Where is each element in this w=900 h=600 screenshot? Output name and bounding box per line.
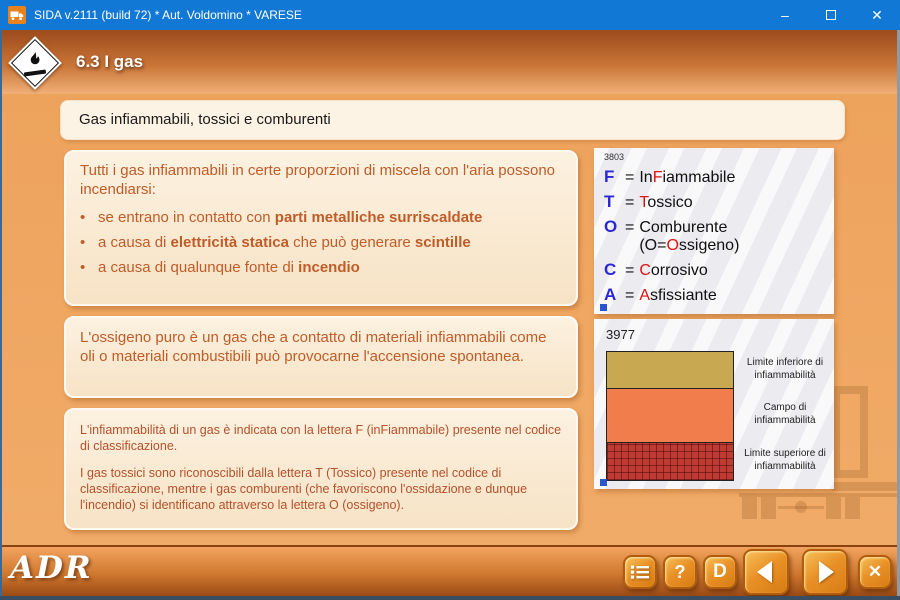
upper-limit-band [607, 442, 733, 480]
watermark-wheel [742, 497, 757, 519]
watermark-wheel [761, 497, 776, 519]
watermark-hub [795, 501, 807, 513]
help-button[interactable]: ? [663, 555, 697, 589]
legend-letter: T [604, 192, 615, 211]
legend-text: InFiammabile [639, 169, 736, 186]
equals-sign: = [625, 219, 635, 236]
legend-letter: F [604, 167, 615, 186]
close-window-button[interactable]: ✕ [871, 6, 883, 23]
panel-number: 3803 [604, 152, 625, 162]
flame-icon [16, 44, 54, 82]
watermark-wheel [845, 497, 860, 519]
window-title: SIDA v.2111 (build 72) * Aut. Voldomino * VARESE [34, 8, 302, 22]
legend-letter: O [604, 217, 618, 236]
legend-row [604, 260, 824, 280]
panel-logo-icon [600, 304, 607, 311]
bullet-icon: • [80, 208, 86, 226]
equals-sign: = [625, 169, 635, 186]
bullet-icon: • [80, 258, 86, 276]
watermark-bar [832, 482, 897, 491]
lower-limit-band [607, 352, 733, 388]
legend-letter: A [604, 285, 617, 304]
flammability-range-label: Campo di infiammabilità [754, 402, 816, 426]
exit-button[interactable]: ✕ [858, 555, 892, 589]
page-header [0, 30, 900, 94]
watermark-wheel [826, 497, 841, 519]
classification-box [64, 408, 578, 530]
maximize-button[interactable] [808, 0, 854, 30]
window-controls [762, 0, 900, 30]
box-intro-text: Tutti i gas infiammabili in certe proporzioni di miscela con l'aria possono incendiarsi: [80, 162, 556, 198]
bullet-item [80, 209, 562, 228]
legend-text: Corrosivo [639, 262, 708, 279]
equals-sign: = [625, 287, 635, 304]
legend-row [604, 192, 824, 212]
flammability-diagram [606, 351, 734, 481]
arrow-right-icon [811, 558, 839, 586]
legend-row [604, 167, 824, 187]
subtitle-bar: Gas infiammabili, tossici e comburenti [60, 100, 845, 140]
legend-text: Tossico [639, 194, 693, 211]
flammability-limits-panel [594, 319, 834, 489]
next-button[interactable] [802, 549, 848, 595]
equals-sign: = [625, 262, 635, 279]
content-area [2, 94, 897, 545]
d-button[interactable]: D [703, 555, 737, 589]
truck-icon [10, 10, 24, 21]
page-title: 6.3 I gas [76, 52, 144, 71]
app-icon [8, 6, 26, 24]
flammability-range-band [607, 388, 733, 442]
panel-logo-icon [600, 479, 607, 486]
titlebar[interactable] [0, 0, 900, 30]
legend-row [604, 285, 824, 305]
bullet-text: se entrano in contatto con parti metalliche surriscaldate [98, 208, 483, 226]
legend-text: Asfissiante [639, 287, 717, 304]
panel-number: 3977 [606, 327, 635, 342]
code-letters-panel [594, 148, 834, 314]
watermark-truck-body [832, 386, 868, 478]
legend-letter: C [604, 260, 617, 279]
bullet-icon: • [80, 233, 86, 251]
legend-text: Comburente (O=Ossigeno) [639, 219, 740, 254]
previous-button[interactable] [743, 549, 789, 595]
window-border-bottom [0, 596, 900, 600]
bullet-text: a causa di qualunque fonte di incendio [98, 258, 360, 276]
legend-row [604, 217, 824, 255]
oxygen-text: L'ossigeno puro è un gas che a contatto di materiali infiammabili come oli o materiali combustibili può provocarne l'accensione spontanea. [80, 329, 547, 365]
oxygen-box [64, 316, 578, 398]
maximize-icon [826, 10, 836, 20]
lower-limit-label: Limite inferiore di infiammabilità [746, 357, 824, 381]
footer-bar [0, 545, 900, 596]
index-button[interactable] [623, 555, 657, 589]
flammable-gases-box [64, 150, 578, 306]
list-icon [630, 564, 650, 580]
adr-logo: ADR [10, 550, 93, 586]
equals-sign: = [625, 194, 635, 211]
bullet-item [80, 234, 562, 253]
classification-paragraph-2: I gas tossici sono riconoscibili dalla lettera T (Tossico) presente nel codice di classificazione, mentre i gas comburenti (che favoriscono l'ossidazione e dunque l'incendio) si identificano attraverso la lettera O (ossigeno). [80, 466, 528, 512]
bullet-text: a causa di elettricità statica che può generare scintille [98, 233, 471, 251]
bullet-item [80, 259, 562, 278]
minimize-button[interactable]: – [781, 7, 789, 23]
arrow-left-icon [752, 558, 780, 586]
upper-limit-label: Limite superiore di infiammabilità [744, 448, 826, 472]
placard-bar [24, 69, 46, 76]
window-border-left [0, 30, 2, 600]
classification-paragraph-1: L'infiammabilità di un gas è indicata con la lettera F (inFiammabile) presente nel codice di classificazione. [80, 423, 562, 453]
